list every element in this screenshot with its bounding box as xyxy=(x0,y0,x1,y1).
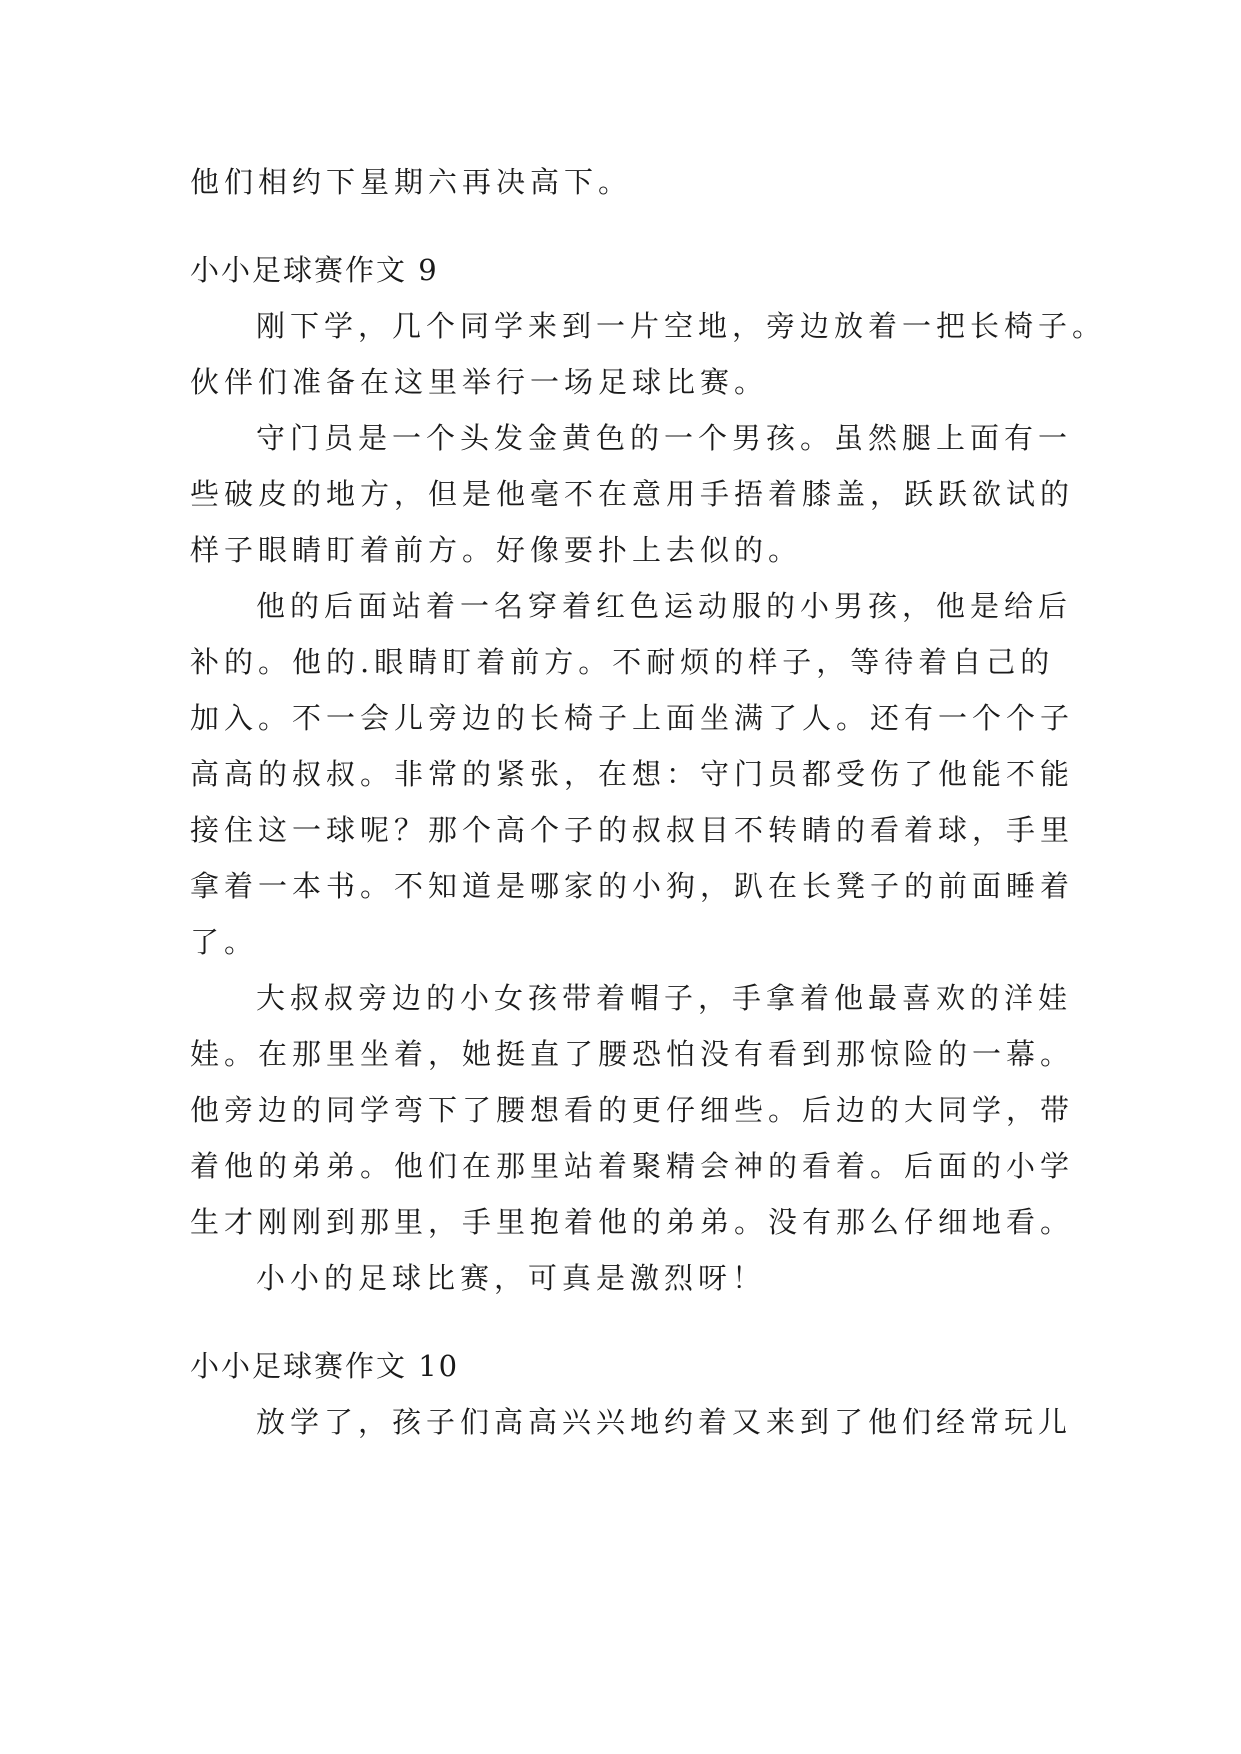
paragraph-line: 娃。在那里坐着，她挺直了腰恐怕没有看到那惊险的一幕。 xyxy=(190,1037,1075,1071)
paragraph-line: 放学了，孩子们高高兴兴地约着又来到了他们经常玩儿 xyxy=(256,1405,1073,1439)
paragraph-line: 着他的弟弟。他们在那里站着聚精会神的看着。后面的小学 xyxy=(190,1149,1075,1183)
paragraph-line: 些破皮的地方，但是他毫不在意用手捂着膝盖，跃跃欲试的 xyxy=(190,477,1075,511)
paragraph-line: 守门员是一个头发金黄色的一个男孩。虽然腿上面有一 xyxy=(256,421,1073,455)
paragraph-line: 补的。他的.眼睛盯着前方。不耐烦的样子，等待着自己的 xyxy=(190,645,1055,679)
paragraph-line: 样子眼睛盯着前方。好像要扑上去似的。 xyxy=(190,533,803,567)
paragraph-line: 伙伴们准备在这里举行一场足球比赛。 xyxy=(190,365,769,399)
paragraph-line: 刚下学，几个同学来到一片空地，旁边放着一把长椅子。 xyxy=(256,309,1107,343)
paragraph-line: 大叔叔旁边的小女孩带着帽子，手拿着他最喜欢的洋娃 xyxy=(256,981,1073,1015)
paragraph-line: 他的后面站着一名穿着红色运动服的小男孩，他是给后 xyxy=(256,589,1073,623)
paragraph-line: 了。 xyxy=(190,925,259,959)
paragraph-line: 拿着一本书。不知道是哪家的小狗，趴在长凳子的前面睡着 xyxy=(190,869,1075,903)
paragraph-line: 加入。不一会儿旁边的长椅子上面坐满了人。还有一个个子 xyxy=(190,701,1075,735)
paragraph-line: 高高的叔叔。非常的紧张，在想：守门员都受伤了他能不能 xyxy=(190,757,1075,791)
paragraph-line: 接住这一球呢？那个高个子的叔叔目不转睛的看着球，手里 xyxy=(190,813,1075,847)
essay-heading: 小小足球赛作文 9 xyxy=(190,253,439,287)
paragraph-line: 他们相约下星期六再决高下。 xyxy=(190,165,633,199)
paragraph-line: 小小的足球比赛，可真是激烈呀！ xyxy=(256,1261,767,1295)
essay-heading: 小小足球赛作文 10 xyxy=(190,1349,460,1383)
paragraph-line: 他旁边的同学弯下了腰想看的更仔细些。后边的大同学，带 xyxy=(190,1093,1075,1127)
paragraph-line: 生才刚刚到那里，手里抱着他的弟弟。没有那么仔细地看。 xyxy=(190,1205,1075,1239)
